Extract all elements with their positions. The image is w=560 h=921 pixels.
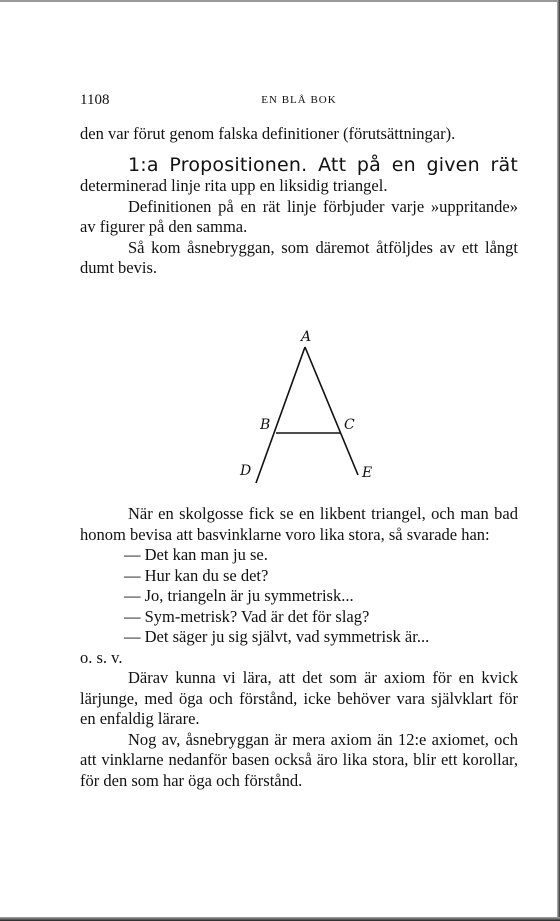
dialogue-line-2: — Hur kan du se det? (124, 565, 269, 585)
triangle-right-side (305, 347, 358, 475)
page-header (80, 92, 518, 112)
dialogue-line-5: — Det säger ju sig självt, vad symmetrisk är... (124, 627, 430, 646)
page-number: 1108 (80, 92, 110, 108)
dialogue-line-1: — Det kan man ju se. (124, 545, 268, 564)
paragraph-definition: Definitionen på en rät linje förbjuder varje »uppritande» av figurer på den samma. (80, 196, 518, 236)
vertex-label-b: B (260, 417, 271, 433)
proposition-heading: 1:a Propositionen. Att på en given rät (128, 153, 518, 176)
point-label-d: D (240, 463, 252, 479)
page-edge-bottom (0, 917, 560, 921)
triangle-figure (230, 325, 380, 485)
proposition-paragraph (80, 155, 518, 197)
triangle-diagram (230, 325, 380, 485)
paragraph-korollar: Nog av, åsnebryggan är mera axiom än 12:e axiomet, och att vinklarne nedanför basen också äro lika stora, blir ett korollar, för den som har öga och förstånd. (80, 729, 518, 790)
vertex-label-c: C (344, 417, 355, 433)
dialogue-line-4: — Sym-metrisk? Vad är det för slag? (124, 606, 370, 626)
paragraph-asnebryggan: Så kom åsnebryggan, som däremot åtföljdes av ett långt dumt bevis. (80, 237, 518, 277)
triangle-left-side (256, 347, 305, 483)
page-edge-top (0, 0, 560, 2)
paragraph-skolgosse: När en skolgosse fick se en likbent triangel, och man bad honom bevisa att basvinklarne voro lika stora, så svarade han: (80, 504, 518, 544)
paragraph-axiom: Därav kunna vi lära, att det som är axiom för en kvick lärjunge, med öga och förstånd, icke behöver vara självklart för en enfaldig lärare. (80, 668, 518, 728)
paragraph-continuation: den var förut genom falska definitioner (förutsättningar). (80, 124, 456, 143)
running-head: EN BLÅ BOK (261, 94, 337, 106)
text-block-top (80, 124, 518, 279)
vertex-label-a: A (301, 329, 312, 345)
dialogue (80, 545, 518, 648)
proposition-text: determinerad linje rita upp en liksidig triangel. (80, 176, 388, 195)
dialogue-end: o. s. v. (80, 647, 123, 667)
dialogue-line-3: — Jo, triangeln är ju symmetrisk... (124, 586, 354, 605)
point-label-e: E (362, 465, 373, 481)
text-block-bottom (80, 504, 518, 791)
